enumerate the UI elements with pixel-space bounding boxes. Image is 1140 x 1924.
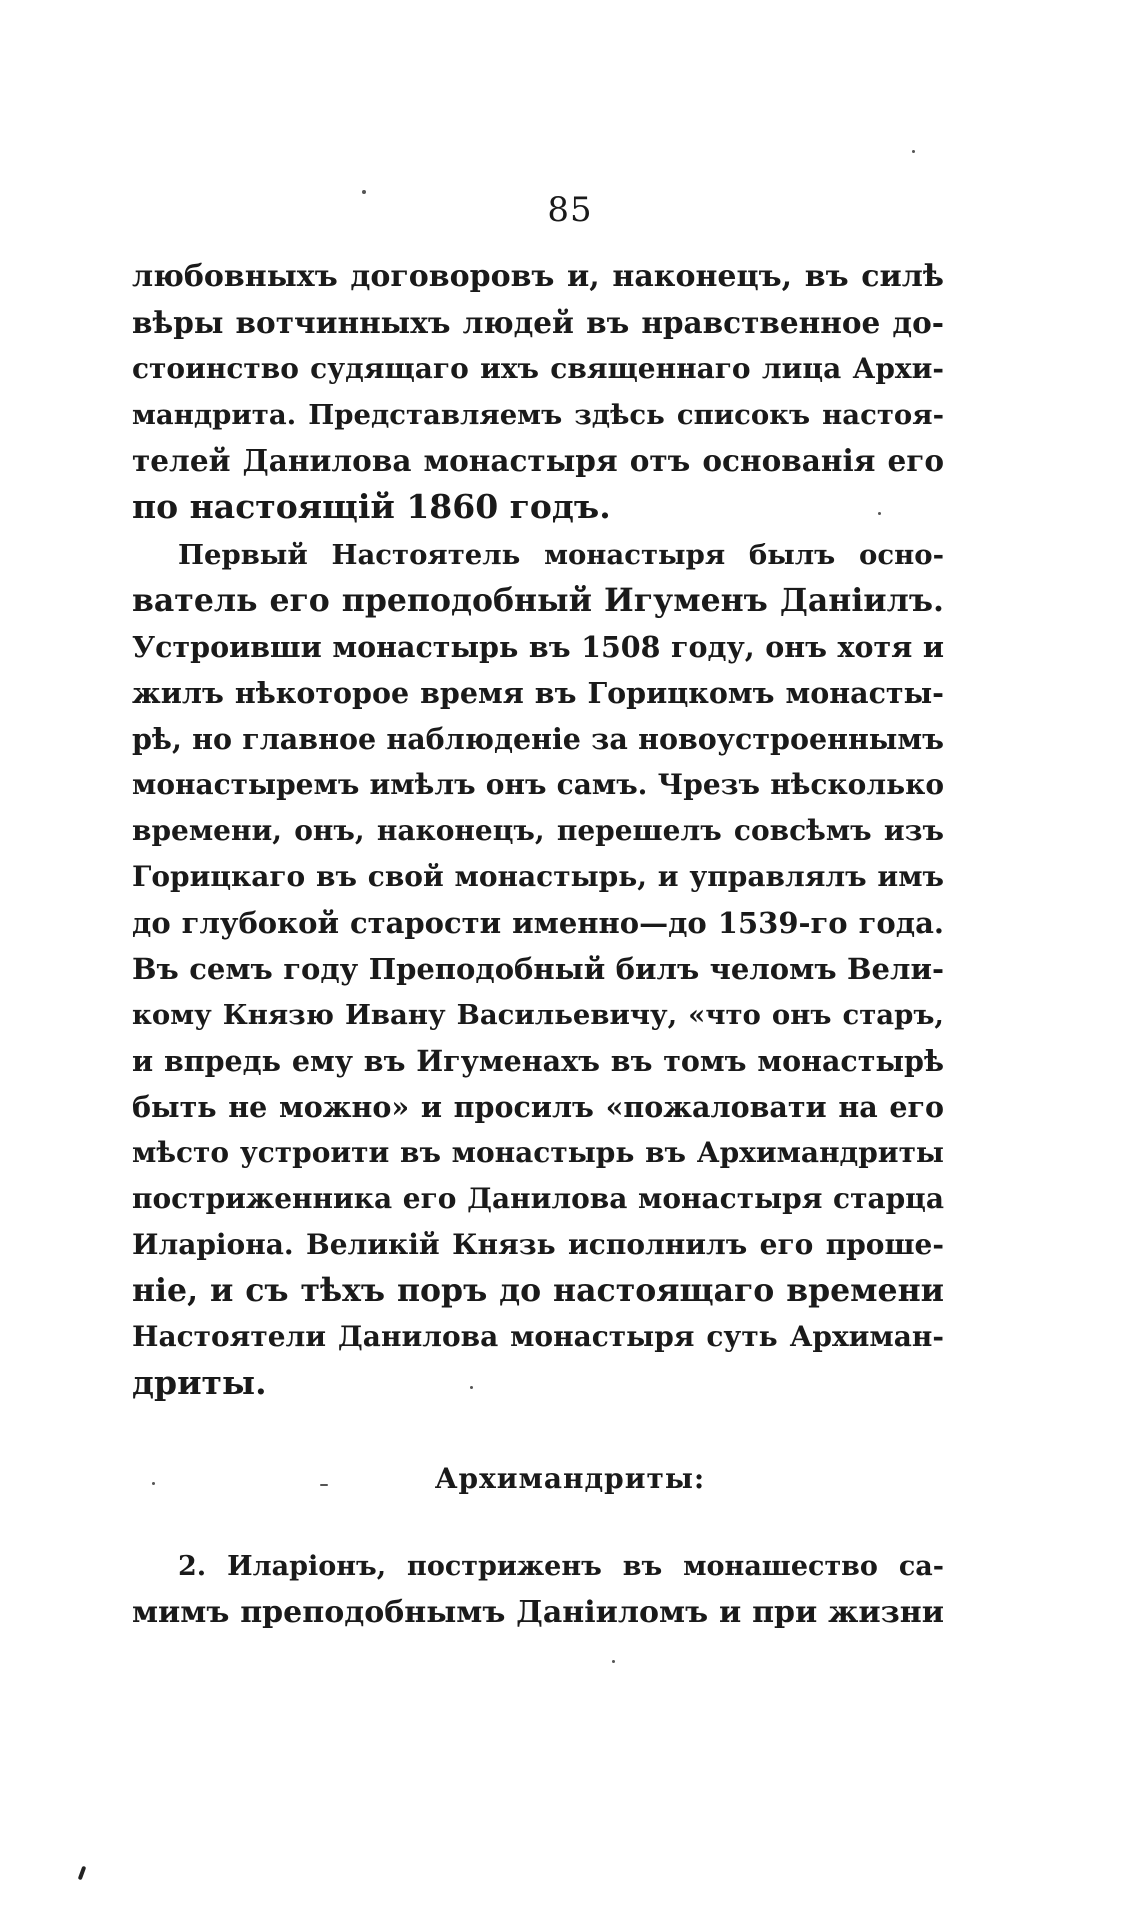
text-line: ніе, и съ тѣхъ поръ до настоящаго времени xyxy=(132,1272,944,1309)
scan-speck xyxy=(362,190,366,194)
page-number: 85 xyxy=(547,190,593,230)
text-line: телей Данилова монастыря отъ основанія его xyxy=(132,443,944,478)
text-line: рѣ, но главное наблюденіе за новоустроеннымъ xyxy=(132,722,944,756)
text-line: 2. Иларіонъ, постриженъ въ монашество са- xyxy=(178,1551,944,1582)
text-line: дриты. xyxy=(132,1363,267,1402)
scan-speck xyxy=(912,150,915,153)
text-line: Настоятели Данилова монастыря суть Архиман- xyxy=(132,1320,944,1353)
text-line: Иларіона. Великій Князь исполнилъ его прошe- xyxy=(132,1228,944,1261)
text-line: мѣсто устроити въ монастырь въ Архимандриты xyxy=(132,1136,944,1169)
text-line: Горицкаго въ свой монастырь, и управлялъ имъ xyxy=(132,860,944,893)
paragraph-3 xyxy=(132,1544,944,1636)
scan-speck xyxy=(612,1660,615,1663)
text-line: ватель его преподобный Игуменъ Даніилъ. xyxy=(132,582,944,619)
text-line: и впредь ему въ Игуменахъ въ томъ монастырѣ xyxy=(132,1044,944,1078)
section-heading: Архимандриты: xyxy=(434,1462,706,1495)
text-line: быть не можно» и просилъ «пожаловати на его xyxy=(132,1090,944,1124)
scan-speck xyxy=(470,1386,473,1389)
scan-speck xyxy=(152,1482,155,1485)
paragraph-2 xyxy=(132,532,944,1406)
text-line: мимъ преподобнымъ Даніиломъ и при жизни xyxy=(132,1595,944,1630)
text-line: кому Князю Ивану Васильевичу, «что онъ старъ, xyxy=(132,999,944,1031)
text-line: Первый Настоятель монастыря былъ осно- xyxy=(178,539,944,571)
text-line: стоинство судящаго ихъ священнаго лица Архи- xyxy=(132,352,944,385)
scan-speck xyxy=(78,1866,87,1881)
text-line: вѣры вотчинныхъ людей въ нравственное до- xyxy=(132,305,944,340)
text-line: любовныхъ договоровъ и, наконецъ, въ силѣ xyxy=(132,259,944,294)
paragraph-1 xyxy=(132,254,944,530)
text-line: Устроивши монастырь въ 1508 году, онъ хотя и xyxy=(132,630,944,664)
text-line: времени, онъ, наконецъ, перешелъ совсѣмъ изъ xyxy=(132,814,944,847)
text-line: жилъ нѣкоторое время въ Горицкомъ монасты- xyxy=(132,676,944,710)
text-line: до глубокой старости именно—до 1539-го года. xyxy=(132,906,944,940)
text-line: по настоящій 1860 годъ. xyxy=(132,487,611,526)
text-line: монастыремъ имѣлъ онъ самъ. Чрезъ нѣсколько xyxy=(132,768,944,801)
text-line: мандрита. Представляемъ здѣсь списокъ настоя- xyxy=(132,399,944,431)
scan-speck xyxy=(878,512,881,515)
text-line: постриженника его Данилова монастыря старца xyxy=(132,1182,944,1215)
text-line: Въ семъ году Преподобный билъ челомъ Вели- xyxy=(132,952,944,986)
scan-speck xyxy=(320,1484,328,1486)
